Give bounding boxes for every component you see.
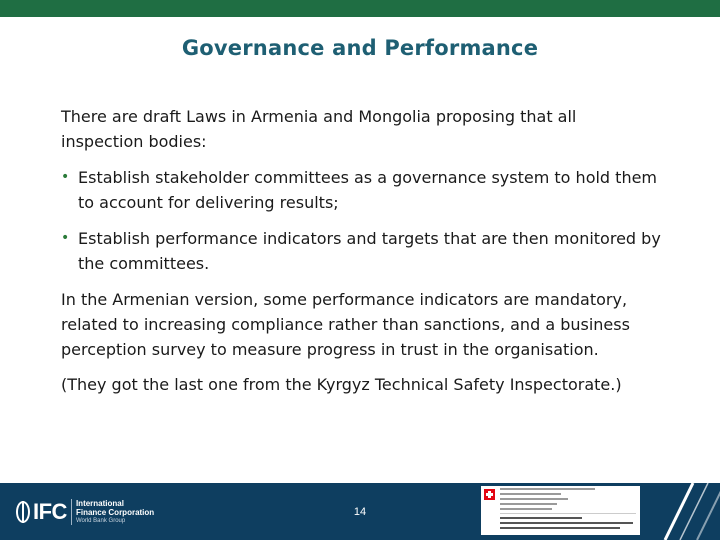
- page-number: 14: [353, 506, 367, 518]
- bullet-item: [61, 165, 661, 215]
- swiss-flag-icon: [484, 489, 495, 500]
- armenian-version-paragraph: In the Armenian version, some performance indicators are mandatory, related to increasing compliance rather than sanctions, and a business perception survey to measure progress in trust in the organisation.: [61, 290, 630, 359]
- ifc-letters: IFC: [33, 499, 67, 524]
- decorative-stripes: [645, 483, 720, 540]
- swiss-confederation-logo: [481, 486, 640, 535]
- ifc-wordmark: [76, 499, 154, 526]
- bullet-dot-icon: •: [61, 230, 70, 246]
- ifc-globe-icon: [16, 501, 30, 523]
- ifc-line-2: Finance Corporation: [75, 507, 155, 517]
- swiss-logo-text-lines: [500, 488, 636, 532]
- slide-body: [61, 104, 661, 397]
- logo-divider: [71, 499, 72, 525]
- bullet-item: [61, 226, 661, 276]
- note-paragraph: (They got the last one from the Kyrgyz Technical Safety Inspectorate.): [61, 375, 622, 394]
- ifc-logo: [16, 499, 154, 525]
- top-accent-bar: [0, 0, 720, 17]
- bullet-text: Establish stakeholder committees as a governance system to hold them to account for delivering results;: [78, 168, 658, 212]
- bullet-text: Establish performance indicators and targets that are then monitored by the committees.: [78, 229, 661, 273]
- slide-title: Governance and Performance: [181, 36, 539, 60]
- ifc-line-3: World Bank Group: [75, 517, 126, 524]
- bullet-dot-icon: •: [61, 169, 70, 185]
- intro-paragraph: There are draft Laws in Armenia and Mongolia proposing that all inspection bodies:: [61, 107, 577, 151]
- ifc-line-1: International: [75, 498, 124, 508]
